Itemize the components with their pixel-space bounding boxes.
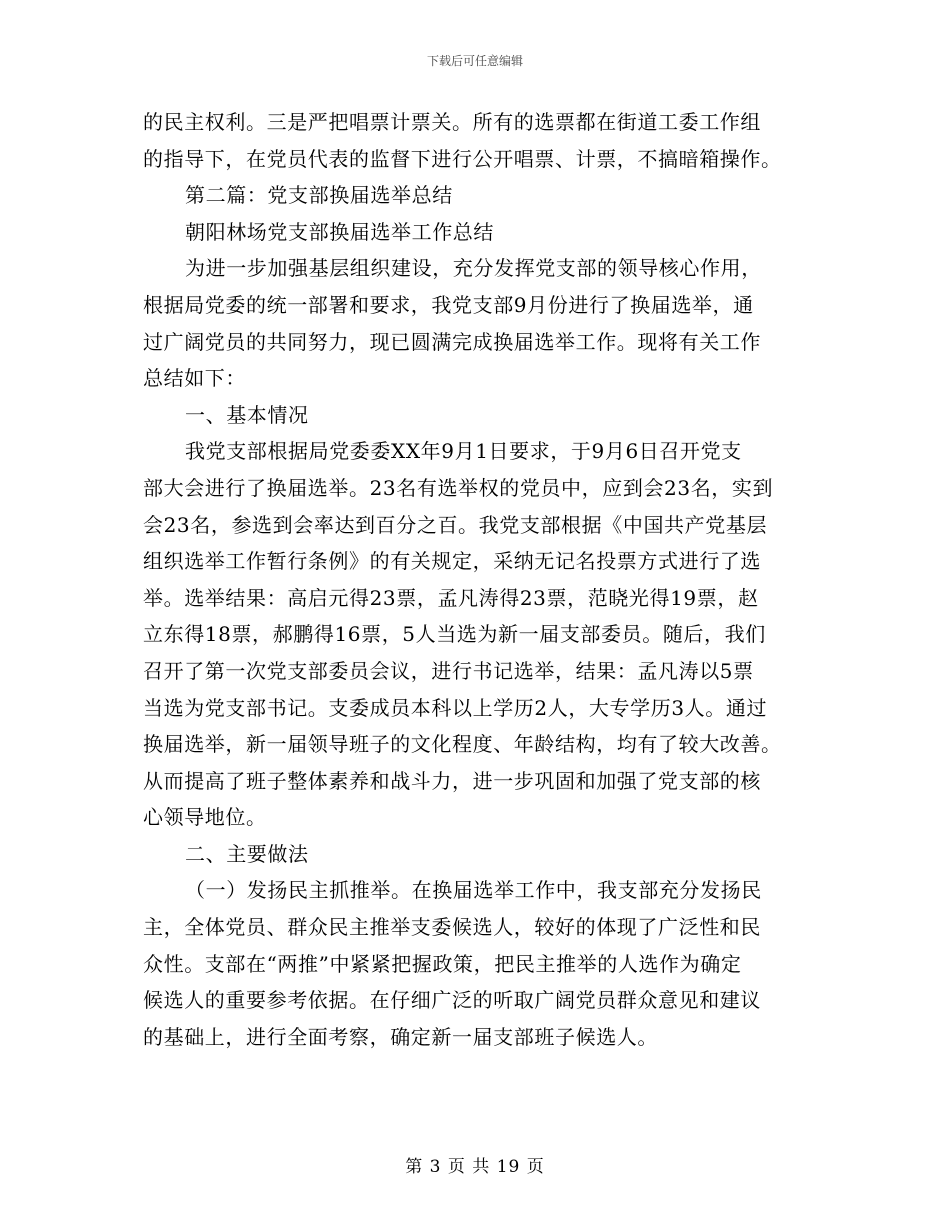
text-line: 的民主权利。三是严把唱票计票关。所有的选票都在街道工委工作组 <box>143 110 761 134</box>
paragraph-start: （一）发扬民主抓推举。在换届选举工作中，我支部充分发扬民 <box>185 878 762 903</box>
article-title: 朝阳林场党支部换届选举工作总结 <box>185 219 494 244</box>
text-line: 根据局党委的统一部署和要求，我党支部9月份进行了换届选举，通 <box>143 292 754 317</box>
text-line: 会23名，参选到会率达到百分之百。我党支部根据《中国共产党基层 <box>143 512 768 537</box>
document-body <box>143 104 810 1055</box>
text-line: 众性。支部在“两推”中紧紧把握政策，把民主推举的人选作为确定 <box>143 951 742 976</box>
text-line: 的基础上，进行全面考察，确定新一届支部班子候选人。 <box>143 1024 658 1049</box>
text-line: 的指导下，在党员代表的监督下进行公开唱票、计票，不搞暗箱操作。 <box>143 146 782 171</box>
text-line: 从而提高了班子整体素养和战斗力，进一步巩固和加强了党支部的核 <box>143 768 761 793</box>
text-line: 当选为党支部书记。支委成员本科以上学历2人，大专学历3人。通过 <box>143 695 768 720</box>
text-line: 主，全体党员、群众民主推举支委候选人，较好的体现了广泛性和民 <box>143 915 761 940</box>
text-line: 召开了第一次党支部委员会议，进行书记选举，结果：孟凡涛以5票 <box>143 658 754 683</box>
text-line: 举。选举结果：高启元得23票，孟凡涛得23票，范晓光得19票，赵 <box>143 585 759 610</box>
page-number: 第 3 页 共 19 页 <box>405 1157 545 1177</box>
text-line: 候选人的重要参考依据。在仔细广泛的听取广阔党员群众意见和建议 <box>143 988 761 1013</box>
page-header-note: 下载后可任意编辑 <box>426 54 523 68</box>
heading-main-practices: 二、主要做法 <box>185 841 309 866</box>
text-line: 心领导地位。 <box>143 805 267 830</box>
paragraph-start: 我党支部根据局党委委XX年9月1日要求，于9月6日召开党支 <box>185 439 742 464</box>
text-line: 换届选举，新一届领导班子的文化程度、年龄结构，均有了较大改善。 <box>143 732 782 757</box>
text-line: 部大会进行了换届选举。23名有选举权的党员中，应到会23名，实到 <box>143 475 774 500</box>
section-title: 第二篇：党支部换届选举总结 <box>185 183 453 208</box>
text-line: 组织选举工作暂行条例》的有关规定，采纳无记名投票方式进行了选 <box>143 549 761 574</box>
paragraph-start: 为进一步加强基层组织建设，充分发挥党支部的领导核心作用， <box>185 256 762 281</box>
heading-basic-situation: 一、基本情况 <box>185 402 309 427</box>
text-line: 过广阔党员的共同努力，现已圆满完成换届选举工作。现将有关工作 <box>143 329 761 354</box>
text-line: 总结如下： <box>143 366 246 391</box>
text-line: 立东得18票，郝鹏得16票，5人当选为新一届支部委员。随后，我们 <box>143 622 766 647</box>
